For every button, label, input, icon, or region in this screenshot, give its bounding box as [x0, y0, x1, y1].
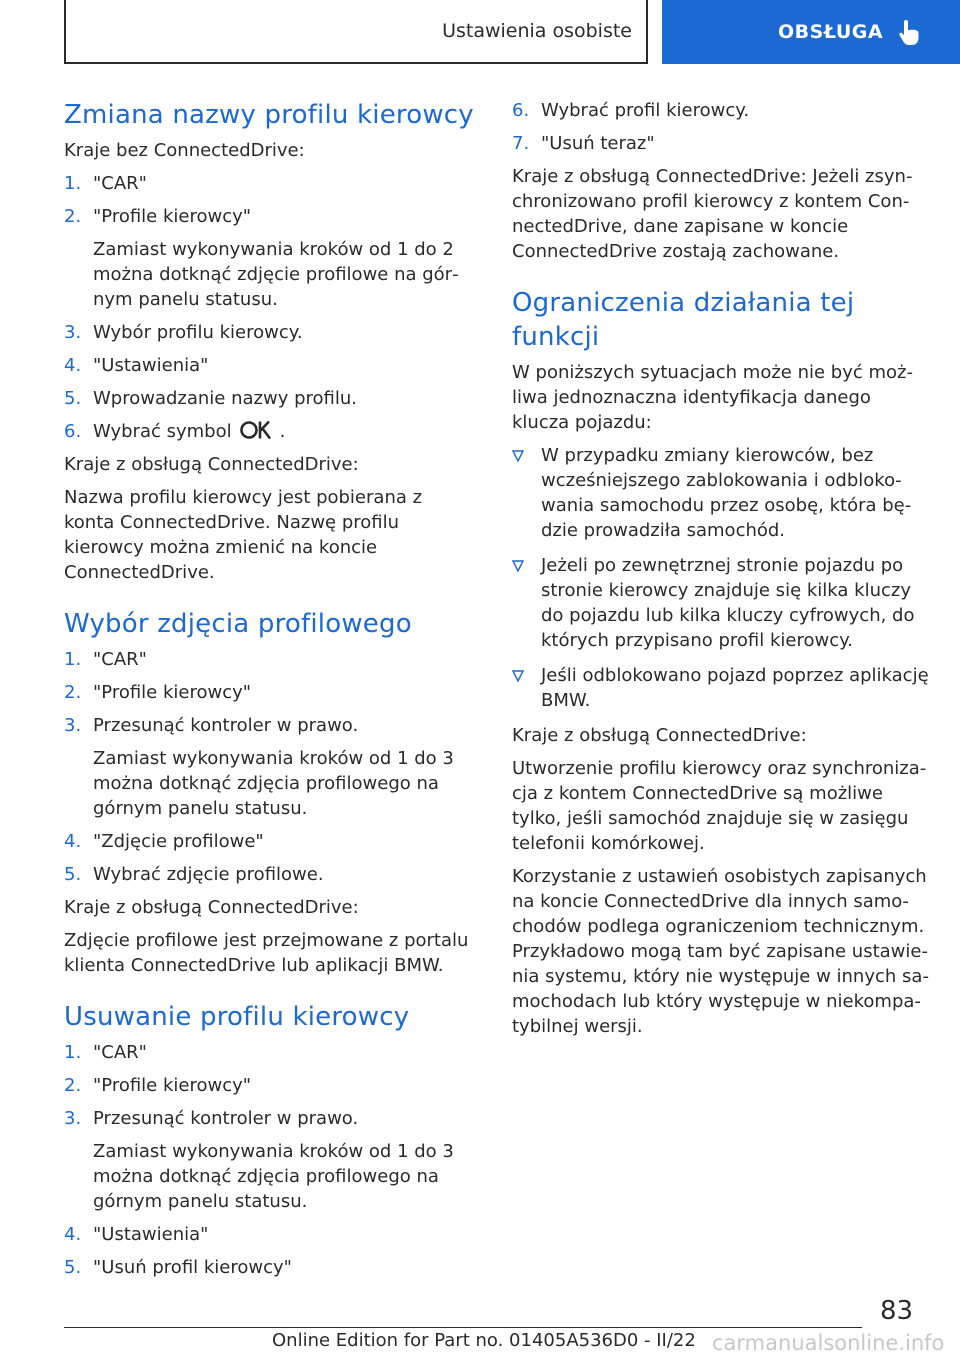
step-note: Zamiast wykonywania kroków od 1 do 3 można dotknąć zdjęcia profilowego na górnym panelu statusu. [93, 748, 454, 819]
section-tab [64, 0, 648, 64]
edition-note: Online Edition for Part no. 01405A536D0 - II/22 [272, 1330, 696, 1351]
list-item: 4. "Ustawienia" [64, 1224, 209, 1245]
heading-profile-picture: Wybór zdjęcia profilowego [64, 609, 412, 639]
paragraph-cd-label: Kraje z obsługą ConnectedDrive: [512, 725, 807, 746]
list-item: 5. Wybrać zdjęcie profilowe. [64, 864, 324, 885]
limits-list [512, 443, 930, 713]
list-item: 2. "Profile kierowcy" Zamiast wykonywania kroków od 1 do 2 można dotknąć zdjęcie profilowe na górnym panelu statusu. [64, 204, 476, 312]
list-item: Jeżeli po zewnętrznej stronie pojazdu po stronie kierowcy znajduje się kilka kluczy do pojazdu lub kilka kluczy cyfrowych, do których przypisano profil kierowcy. [512, 553, 930, 653]
step-note: Zamiast wykonywania kroków od 1 do 2 można dotknąć zdjęcie profilowe na górnym panelu statusu. [93, 239, 459, 310]
chapter-title: OBSŁUGA [778, 21, 884, 43]
list-item: 3. Przesunąć kontroler w prawo. Zamiast wykonywania kroków od 1 do 3 można dotknąć zdjęcia profilowego na górnym panelu statusu. [64, 713, 476, 821]
list-item: 1. "CAR" [64, 1042, 147, 1063]
steps-delete-profile-continued [512, 98, 930, 156]
step-note: Zamiast wykonywania kroków od 1 do 3 można dotknąć zdjęcia profilowego na górnym panelu statusu. [93, 1141, 454, 1212]
triangle-bullet-icon [512, 560, 524, 572]
list-item: 3. Przesunąć kontroler w prawo. Zamiast wykonywania kroków od 1 do 3 można dotknąć zdjęcia profilowego na górnym panelu statusu. [64, 1106, 476, 1214]
page-header [0, 0, 960, 66]
section-title: Ustawienia osobiste [442, 20, 632, 42]
list-item: 4. "Ustawienia" [64, 355, 209, 376]
list-item: 3. Wybór profilu kierowcy. [64, 322, 303, 343]
list-item: 1. "CAR" [64, 173, 147, 194]
list-item: Jeśli odblokowano pojazd poprzez aplikację BMW. [512, 663, 930, 713]
paragraph-no-cd: Kraje bez ConnectedDrive: [64, 140, 305, 161]
pointing-hand-icon [897, 18, 921, 46]
left-column [64, 98, 476, 1288]
chapter-tab [662, 0, 960, 64]
paragraph-cd-label: Kraje z obsługą ConnectedDrive: [64, 897, 359, 918]
triangle-bullet-icon [512, 450, 524, 462]
list-item: 1. "CAR" [64, 649, 147, 670]
paragraph-cd-label: Kraje z obsługą ConnectedDrive: [64, 454, 359, 475]
heading-delete-profile: Usuwanie profilu kierowcy [64, 1002, 410, 1032]
triangle-bullet-icon [512, 670, 524, 682]
list-item: 2. "Profile kierowcy" [64, 1075, 252, 1096]
ok-symbol-icon [240, 419, 274, 441]
right-column [512, 98, 930, 1047]
paragraph-limits-intro: W poniższych sytuacjach może nie być możliwa jednoznaczna identyfikacja danego klucza pojazdu: [512, 362, 913, 433]
list-item: 2. "Profile kierowcy" [64, 682, 252, 703]
paragraph-settings-limits: Korzystanie z ustawień osobistych zapisanych na koncie ConnectedDrive dla innych samochodów podlega ograniczeniom technicznym. Przykładowo mogą tam być zapisane ustawienia systemu, który nie występuje w innych samochodach lub który występuje w niekompatybilnej wersji. [512, 866, 929, 1037]
heading-rename-profile: Zmiana nazwy profilu kierowcy [64, 100, 474, 130]
paragraph-cd-text: Zdjęcie profilowe jest przejmowane z portalu klienta ConnectedDrive lub aplikacji BMW. [64, 930, 469, 976]
paragraph-cd-text: Nazwa profilu kierowcy jest pobierana z konta ConnectedDrive. Nazwę profilu kierowcy można zmienić na koncie ConnectedDrive. [64, 487, 423, 583]
list-item: 7. "Usuń teraz" [512, 133, 655, 154]
heading-function-limits: Ograniczenia działania tej funkcji [512, 288, 855, 352]
list-item: 4. "Zdjęcie profilowe" [64, 831, 264, 852]
steps-profile-picture [64, 647, 476, 887]
paragraph-cd-text: Kraje z obsługą ConnectedDrive: Jeżeli zsynchronizowano profil kierowcy z kontem ConnectedDrive, dane zapisane w koncie ConnectedDrive zostają zachowane. [512, 166, 913, 262]
steps-rename-profile [64, 171, 476, 444]
watermark: carmanualsonline.info [712, 1331, 945, 1355]
list-item: 6. Wybrać symbol . [64, 421, 286, 442]
list-item: W przypadku zmiany kierowców, bez wcześniejszego zablokowania i odblokowania samochodu przez osobę, która będzie prowadziła samochód. [512, 443, 930, 543]
page-number: 83 [880, 1296, 914, 1326]
steps-delete-profile [64, 1040, 476, 1280]
list-item: 6. Wybrać profil kierowcy. [512, 100, 750, 121]
list-item: 5. Wprowadzanie nazwy profilu. [64, 388, 357, 409]
footer-divider [64, 1327, 862, 1328]
paragraph-sync: Utworzenie profilu kierowcy oraz synchronizacja z kontem ConnectedDrive są możliwe tylko, jeśli samochód znajduje się w zasięgu telefonii komórkowej. [512, 758, 927, 854]
list-item: 5. "Usuń profil kierowcy" [64, 1257, 292, 1278]
